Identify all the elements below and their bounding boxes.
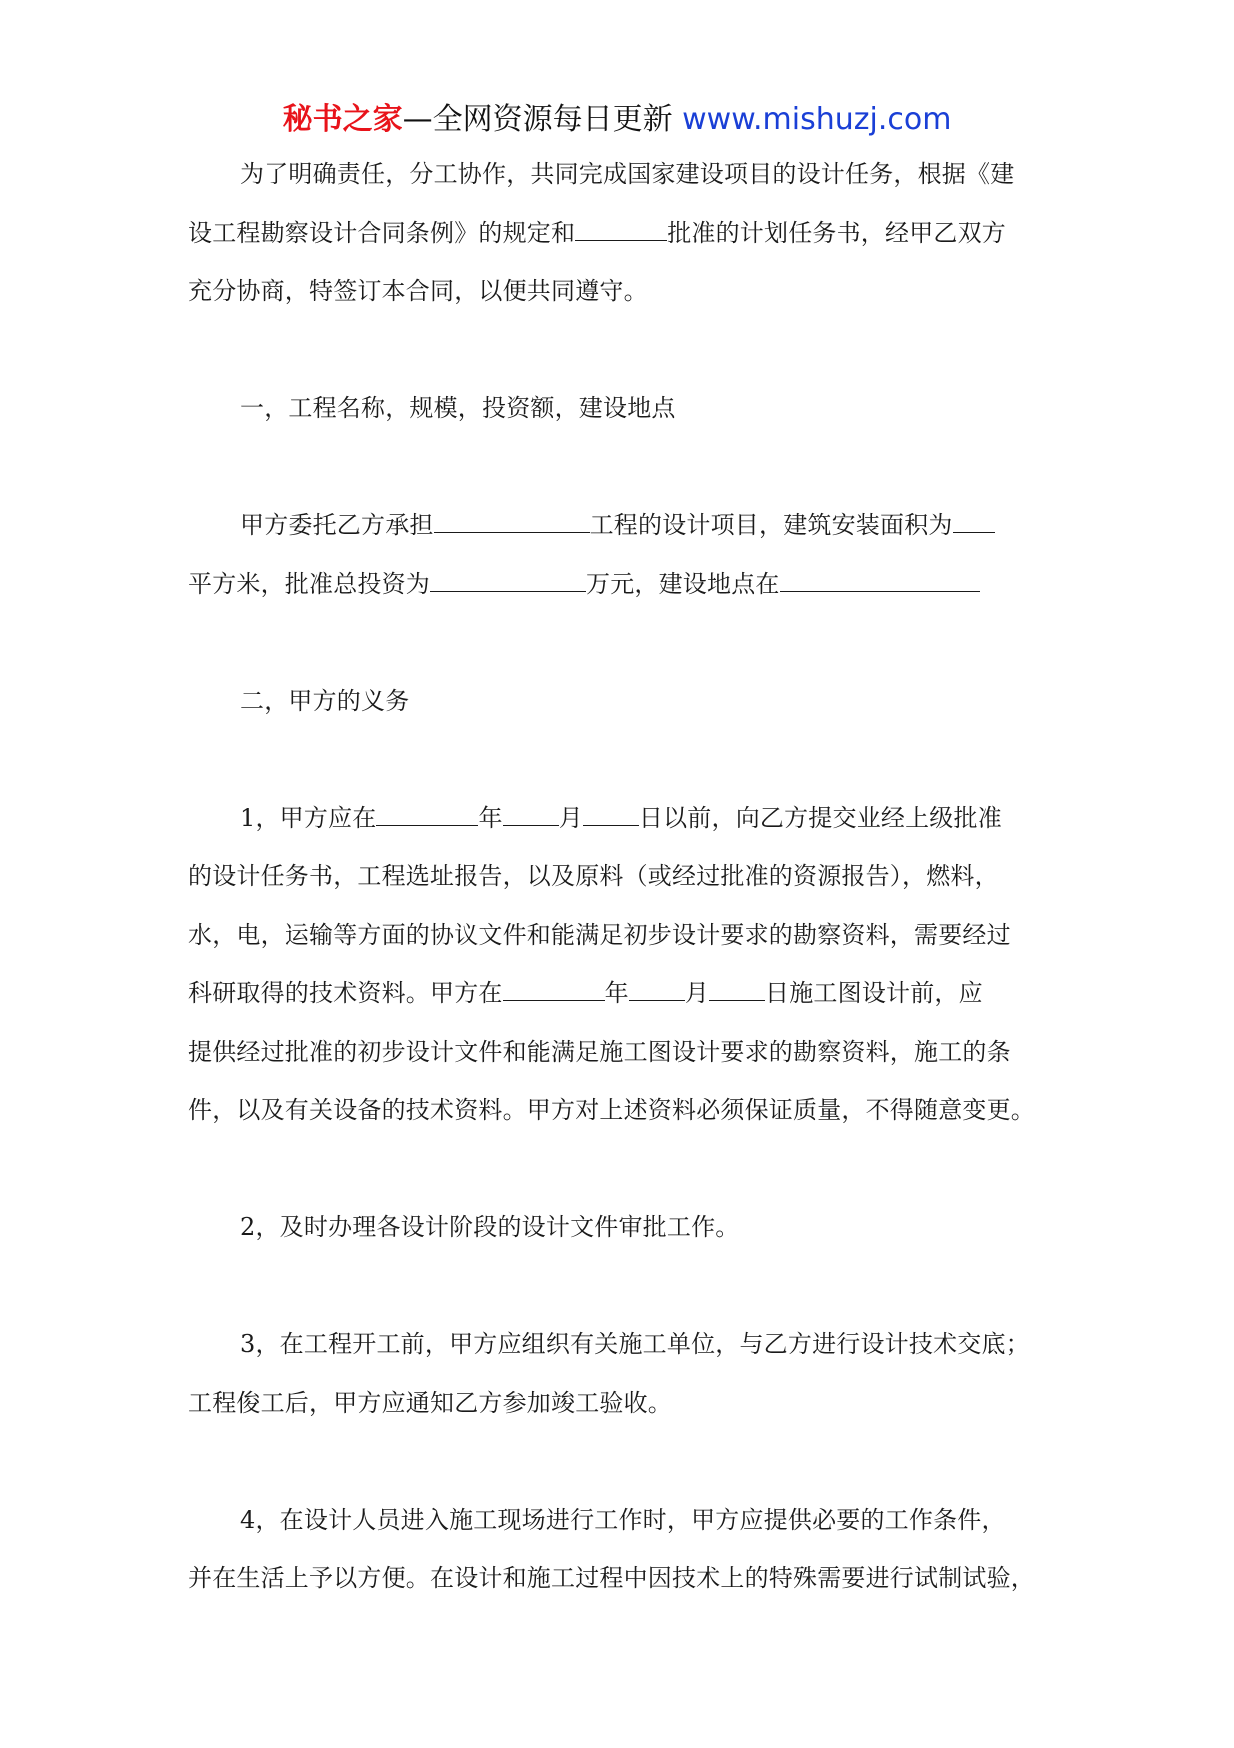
- contract-body: [188, 145, 1050, 1608]
- blank-day: [583, 803, 639, 826]
- header-tagline: —全网资源每日更新: [402, 102, 673, 137]
- section1-text: 工程的设计项目，建筑安装面积为: [589, 511, 953, 539]
- item1-line: 的设计任务书，工程选址报告，以及原料（或经过批准的资源报告），燃料，: [188, 862, 999, 890]
- section-heading: 二，甲方的义务: [240, 686, 410, 715]
- intro-text: 充分协商，特签订本合同，以便共同遵守。: [188, 277, 648, 305]
- section1-text: 万元，建设地点在: [586, 569, 780, 598]
- blank-area: [953, 510, 995, 533]
- brand-name: 秘书之家: [282, 102, 403, 137]
- blank-project-name: [434, 510, 590, 533]
- intro-line: [188, 145, 1050, 204]
- item1-text: 日以前，向乙方提交业经上级批准: [638, 803, 1002, 832]
- item1-line: 提供经过批准的初步设计文件和能满足施工图设计要求的勘察资料，施工的条: [188, 1037, 1011, 1066]
- item3-line: 工程俊工后，甲方应通知乙方参加竣工验收。: [188, 1388, 672, 1417]
- item1-text: 1，甲方应在: [240, 803, 377, 832]
- item1-text: 年: [478, 803, 503, 832]
- blank-month: [629, 978, 685, 1001]
- item3-line: 3，在工程开工前，甲方应组织有关施工单位，与乙方进行设计技术交底；: [240, 1330, 1030, 1358]
- site-url[interactable]: www.mishuzj.com: [682, 102, 952, 137]
- blank-approver: [575, 218, 667, 241]
- item4-line: 并在生活上予以方便。在设计和施工过程中因技术上的特殊需要进行试制试验，: [188, 1564, 1035, 1592]
- intro-text: 设工程勘察设计合同条例》的规定和: [188, 218, 576, 247]
- section1-text: 平方米，批准总投资为: [188, 569, 430, 598]
- intro-text: 为了明确责任，分工协作，共同完成国家建设项目的设计任务，根据《建: [240, 160, 1015, 188]
- blank-location: [780, 569, 980, 592]
- item1-line: 件，以及有关设备的技术资料。甲方对上述资料必须保证质量，不得随意变更。: [188, 1096, 1035, 1124]
- section1-text: 甲方委托乙方承担: [240, 511, 434, 539]
- intro-line: [188, 262, 1050, 321]
- site-header: [0, 100, 1234, 140]
- item1-line: [188, 964, 1050, 1023]
- blank-day: [709, 978, 765, 1001]
- item1-text: 科研取得的技术资料。甲方在: [188, 979, 503, 1007]
- intro-line: [188, 204, 1050, 263]
- item1-line: [188, 789, 1050, 848]
- section1-line: [188, 555, 1050, 614]
- section-heading: 一，工程名称，规模，投资额，建设地点: [240, 394, 676, 422]
- section1-line: [188, 496, 1050, 555]
- item1-text: 年: [604, 979, 629, 1007]
- intro-text: 批准的计划任务书，经甲乙双方: [667, 218, 1007, 247]
- blank-month: [503, 803, 559, 826]
- item1-text: 日施工图设计前，应: [765, 979, 983, 1007]
- blank-investment: [430, 569, 586, 592]
- blank-year: [503, 978, 605, 1001]
- item1-text: 月: [558, 803, 583, 832]
- item1-line: 水，电，运输等方面的协议文件和能满足初步设计要求的勘察资料，需要经过: [188, 920, 1011, 949]
- item2-line: 2，及时办理各设计阶段的设计文件审批工作。: [240, 1213, 740, 1241]
- item1-text: 月: [684, 979, 710, 1007]
- blank-year: [376, 803, 478, 826]
- item4-line: 4，在设计人员进入施工现场进行工作时，甲方应提供必要的工作条件，: [240, 1505, 1006, 1534]
